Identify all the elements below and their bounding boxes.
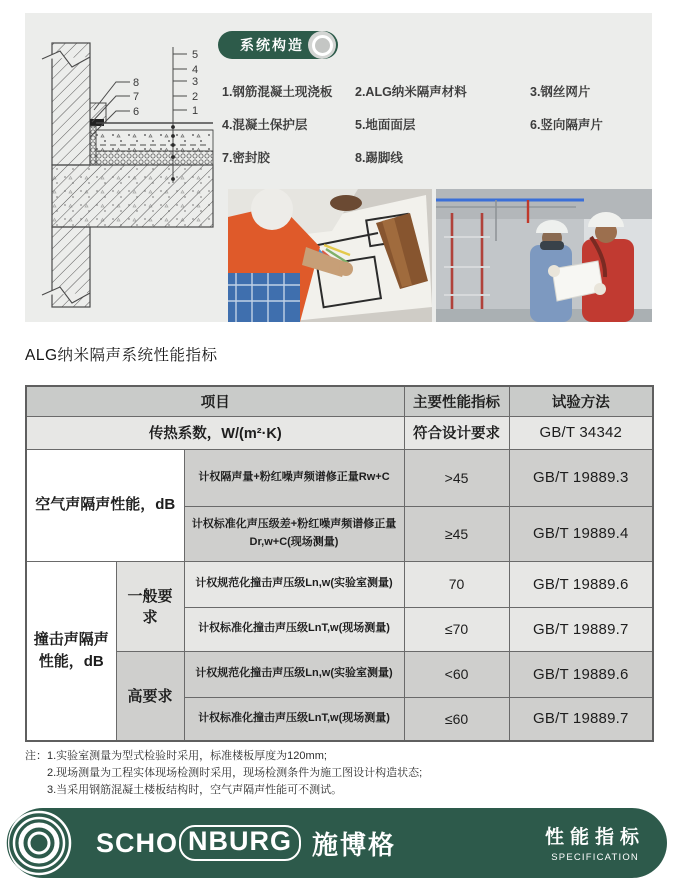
protective-layer (96, 130, 213, 151)
legend-item-4: 4.混凝土保护层 (222, 118, 308, 132)
brand-rings-logo (3, 808, 93, 878)
impact-group-label: 撞击声隔声性能，dB (26, 561, 116, 741)
thermal-item: 传热系数，W/(m²·K) (26, 416, 404, 449)
performance-spec-table (25, 385, 654, 742)
callout-1: 1 (192, 105, 199, 117)
airborne-group-label: 空气声隔声性能，dB (26, 449, 184, 561)
photo-workers-inspection (436, 189, 652, 322)
callout-3: 3 (192, 76, 199, 88)
notes-prefix: 注： (25, 750, 47, 762)
thermal-indicator: 符合设计要求 (404, 416, 509, 449)
legend-item-2: 2.ALG纳米隔声材料 (355, 85, 467, 99)
badge-ring-icon (308, 31, 336, 59)
section-title: ALG纳米隔声系统性能指标 (25, 347, 218, 364)
impact-high-row1-indicator: <60 (404, 651, 509, 697)
impact-high-row2-indicator: ≤60 (404, 697, 509, 741)
impact-general-row2-desc: 计权标准化撞击声压级LnT,w(现场测量) (184, 607, 404, 651)
photo-blueprint-review (228, 189, 432, 322)
callout-5: 5 (192, 49, 199, 61)
footer-tag-en: SPECIFICATION (551, 852, 639, 863)
legend-item-5: 5.地面面层 (355, 118, 416, 132)
impact-high-row1-desc: 计权规范化撞击声压级Ln,w(实验室测量) (184, 651, 404, 697)
legend-item-3: 3.钢丝网片 (530, 85, 591, 99)
impact-high-row1-method: GB/T 19889.6 (509, 651, 653, 697)
insulation-layer (96, 151, 213, 165)
col-header-item: 项目 (26, 386, 404, 416)
section-badge-label: 系统构造 (240, 37, 304, 53)
col-header-method: 试验方法 (509, 386, 653, 416)
brand-part2-capsule (179, 825, 301, 861)
callout-6: 6 (133, 106, 140, 118)
legend-item-6: 6.竖向隔声片 (530, 118, 603, 132)
impact-general-row2-method: GB/T 19889.7 (509, 607, 653, 651)
airborne-row1-indicator: >45 (404, 449, 509, 506)
legend-item-1: 1.钢筋混凝土现浇板 (222, 85, 333, 99)
impact-general-row1-indicator: 70 (404, 561, 509, 607)
brand-part2: NBURG (188, 826, 293, 857)
impact-general-row1-desc: 计权规范化撞击声压级Ln,w(实验室测量) (184, 561, 404, 607)
impact-high-row2-desc: 计权标准化撞击声压级LnT,w(现场测量) (184, 697, 404, 741)
impact-high-row2-method: GB/T 19889.7 (509, 697, 653, 741)
impact-general-row1-method: GB/T 19889.6 (509, 561, 653, 607)
airborne-row1-method: GB/T 19889.3 (509, 449, 653, 506)
footer-tag-cn: 性能指标 (544, 827, 645, 848)
brand-part1: SCH (96, 827, 157, 858)
impact-general-row2-indicator: ≤70 (404, 607, 509, 651)
footer-brand-bar (8, 808, 667, 878)
airborne-row2-method: GB/T 19889.4 (509, 506, 653, 561)
airborne-row2-indicator: ≥45 (404, 506, 509, 561)
legend-item-7: 7.密封胶 (222, 151, 270, 165)
notes-block (25, 748, 422, 799)
brand-chinese: 施博格 (312, 829, 397, 860)
note-line-3: 3.当采用钢筋混凝土楼板结构时，空气声隔声性能可不测试。 (47, 784, 343, 796)
note-line-2: 2.现场测量为工程实体现场检测时采用，现场检测条件为施工图设计构造状态; (47, 767, 423, 779)
footer-tagline (544, 822, 645, 863)
callout-7: 7 (133, 91, 140, 103)
col-header-indicator: 主要性能指标 (404, 386, 509, 416)
callout-4: 4 (192, 64, 199, 76)
impact-subgroup-general: 一般要求 (116, 561, 184, 651)
note-line-1: 1.实验室测量为型式检验时采用，标准楼板厚度为120mm; (47, 750, 327, 762)
brand-o: O (156, 827, 179, 858)
callout-2: 2 (192, 91, 199, 103)
legend-item-8: 8.踢脚线 (355, 151, 403, 165)
callout-8: 8 (133, 77, 140, 89)
brand-wordmark (96, 808, 396, 878)
construction-detail-diagram (30, 33, 220, 321)
airborne-row1-desc: 计权隔声量+粉红噪声频谱修正量Rw+C (184, 449, 404, 506)
airborne-row2-desc: 计权标准化声压级差+粉红噪声频谱修正量Dr,w+C(现场测量) (184, 506, 404, 561)
thermal-method: GB/T 34342 (509, 416, 653, 449)
impact-subgroup-high: 高要求 (116, 651, 184, 741)
